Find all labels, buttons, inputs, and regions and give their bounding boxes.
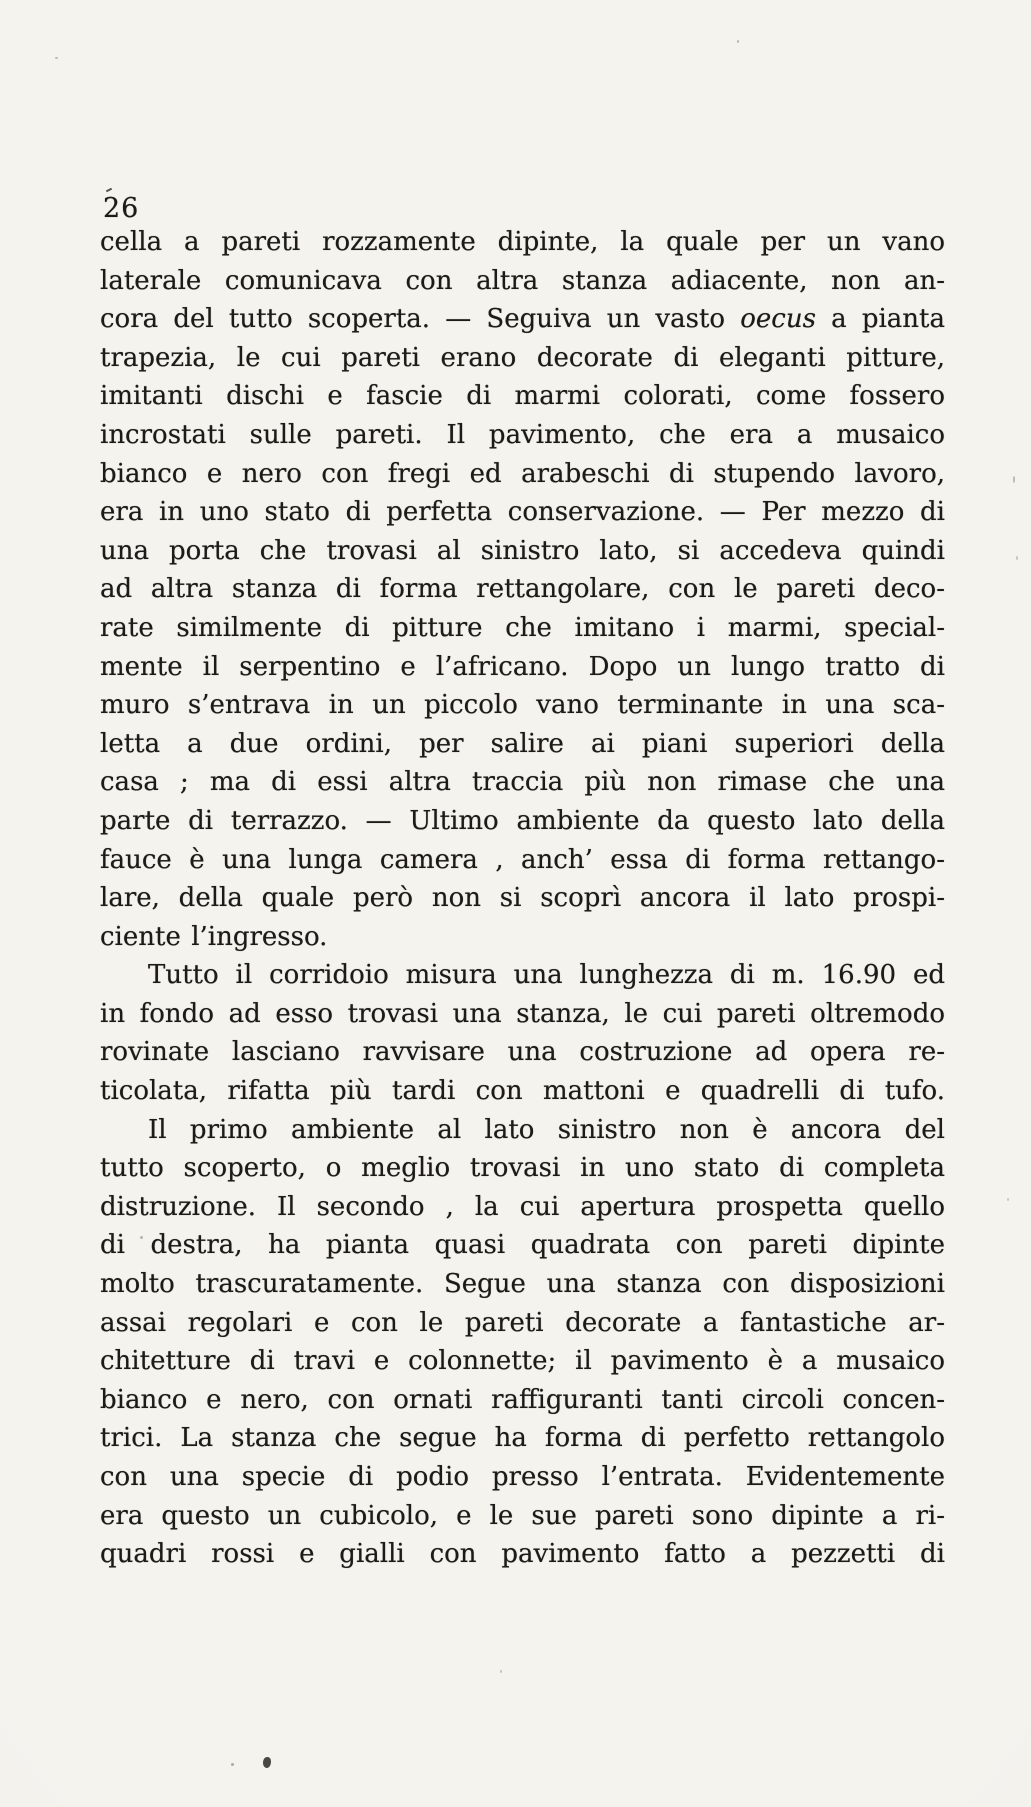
text-line: lare, della quale però non si scoprì ancora il lato prospi- <box>100 883 945 914</box>
text-line: parte di terrazzo. — Ultimo ambiente da questo lato della <box>100 805 945 836</box>
ink-speck <box>55 57 58 59</box>
text-line: casa ; ma di essi altra traccia più non rimase che una <box>100 767 945 798</box>
text-line: bianco e nero con fregi ed arabeschi di stupendo lavoro, <box>100 458 945 489</box>
ink-speck <box>737 40 739 43</box>
body-text <box>100 223 945 1574</box>
text-line: cella a pareti rozzamente dipinte, la quale per un vano <box>100 227 945 257</box>
text-line-paragraph-end: ciente l’ingresso. <box>100 921 328 952</box>
ink-speck <box>1013 476 1015 483</box>
text-line: rovinate lasciano ravvisare una costruzione ad opera re- <box>100 1037 945 1068</box>
text-line: ad altra stanza di forma rettangolare, con le pareti deco- <box>100 574 945 605</box>
text-line: di destra, ha pianta quasi quadrata con pareti dipinte <box>100 1230 945 1261</box>
text-line: distruzione. Il secondo , la cui apertura prospetta quello <box>100 1191 945 1222</box>
latin-term-oecus: oecus <box>740 304 816 335</box>
text-line: quadri rossi e gialli con pavimento fatto a pezzetti di <box>100 1539 945 1570</box>
ink-speck <box>1016 556 1018 560</box>
text-line: laterale comunicava con altra stanza adiacente, non an- <box>100 265 945 296</box>
text-line: bianco e nero, con ornati raffiguranti tanti circoli concen- <box>100 1384 945 1415</box>
text-line: assai regolari e con le pareti decorate a fantastiche ar- <box>100 1307 945 1338</box>
ink-speck <box>1007 1198 1009 1201</box>
text-line: rate similmente di pitture che imitano i marmi, special- <box>100 612 945 643</box>
page-number: 26 <box>103 193 140 224</box>
text-line: una porta che trovasi al sinistro lato, si accedeva quindi <box>100 535 945 566</box>
text-line: ticolata, rifatta più tardi con mattoni e quadrelli di tufo. <box>100 1076 945 1107</box>
text-line-paragraph-start: Il primo ambiente al lato sinistro non è ancora del <box>148 1114 945 1145</box>
text-line <box>100 300 945 339</box>
text-line: chitetture di travi e colonnette; il pavimento è a musaico <box>100 1346 945 1377</box>
text-line: imitanti dischi e fascie di marmi colorati, come fossero <box>100 381 945 412</box>
text-line: tutto scoperto, o meglio trovasi in uno stato di completa <box>100 1153 945 1184</box>
text-line: in fondo ad esso trovasi una stanza, le cui pareti oltremodo <box>100 998 945 1029</box>
ink-speck <box>500 1670 502 1673</box>
text-line: trapezia, le cui pareti erano decorate di eleganti pitture, <box>100 342 945 373</box>
text-line: letta a due ordini, per salire ai piani superiori della <box>100 728 945 759</box>
text-line: mente il serpentino e l’africano. Dopo un lungo tratto di <box>100 651 945 682</box>
line-post: a pianta <box>815 304 945 335</box>
text-line: era in uno stato di perfetta conservazione. — Per mezzo di <box>100 497 945 528</box>
text-line: era questo un cubicolo, e le sue pareti sono dipinte a ri- <box>100 1500 945 1531</box>
text-line-paragraph-start: Tutto il corridoio misura una lunghezza di m. 16.90 ed <box>148 960 945 991</box>
text-line: fauce è una lunga camera , anch’ essa di forma rettango- <box>100 844 945 875</box>
text-line: muro s’entrava in un piccolo vano terminante in una sca- <box>100 690 945 721</box>
ink-speck <box>263 1757 271 1768</box>
text-line: incrostati sulle pareti. Il pavimento, che era a musaico <box>100 419 945 450</box>
text-line: trici. La stanza che segue ha forma di perfetto rettangolo <box>100 1423 945 1454</box>
text-line: molto trascuratamente. Segue una stanza con disposizioni <box>100 1269 945 1300</box>
text-line: con una specie di podio presso l’entrata. Evidentemente <box>100 1462 945 1492</box>
line-pre: cora del tutto scoperta. — Seguiva un vasto <box>100 304 741 335</box>
ink-speck <box>231 1763 234 1766</box>
